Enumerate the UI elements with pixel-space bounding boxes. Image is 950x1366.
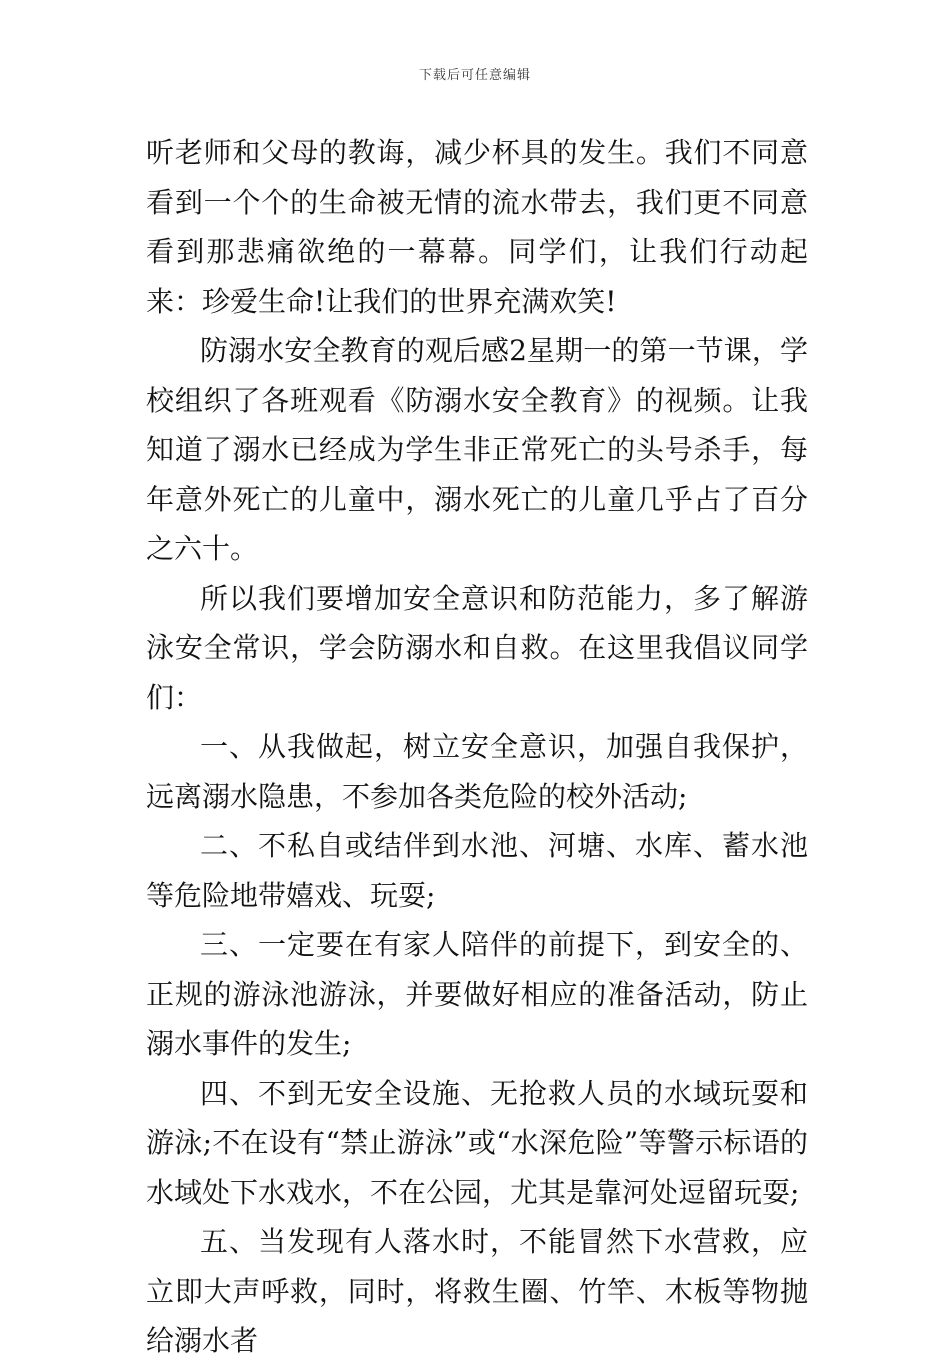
paragraph-essay-2-intro: 防溺水安全教育的观后感2星期一的第一节课，学校组织了各班观看《防溺水安全教育》的视频。让我知道了溺水已经成为学生非正常死亡的头号杀手，每年意外死亡的儿童中，溺水死亡的儿童几乎占了百分之六十。 — [146, 334, 808, 565]
paragraph-item-1: 一、从我做起，树立安全意识，加强自我保护，远离溺水隐患，不参加各类危险的校外活动; — [146, 730, 808, 813]
paragraph-item-4: 四、不到无安全设施、无抢救人员的水域玩耍和游泳;不在设有“禁止游泳”或“水深危险”等警示标语的水域处下水戏水，不在公园，尤其是靠河处逗留玩耍; — [146, 1076, 808, 1209]
paragraph-item-2: 二、不私自或结伴到水池、河塘、水库、蓄水池等危险地带嬉戏、玩耍; — [146, 829, 808, 912]
paragraph-proposal-intro: 所以我们要增加安全意识和防范能力，多了解游泳安全常识，学会防溺水和自救。在这里我倡议同学们： — [146, 581, 808, 714]
paragraph-item-5: 五、当发现有人落水时，不能冒然下水营救，应立即大声呼救，同时，将救生圈、竹竿、木板等物抛给溺水者 — [146, 1225, 808, 1357]
page-header-note: 下载后可任意编辑 — [418, 68, 531, 83]
paragraph-item-3: 三、一定要在有家人陪伴的前提下，到安全的、正规的游泳池游泳，并要做好相应的准备活动，防止溺水事件的发生; — [146, 928, 808, 1060]
paragraph-continuation: 听老师和父母的教诲，减少杯具的发生。我们不同意看到一个个的生命被无情的流水带去，我们更不同意看到那悲痛欲绝的一幕幕。同学们，让我们行动起来：珍爱生命!让我们的世界充满欢笑! — [146, 136, 808, 318]
document-body — [146, 128, 808, 1366]
